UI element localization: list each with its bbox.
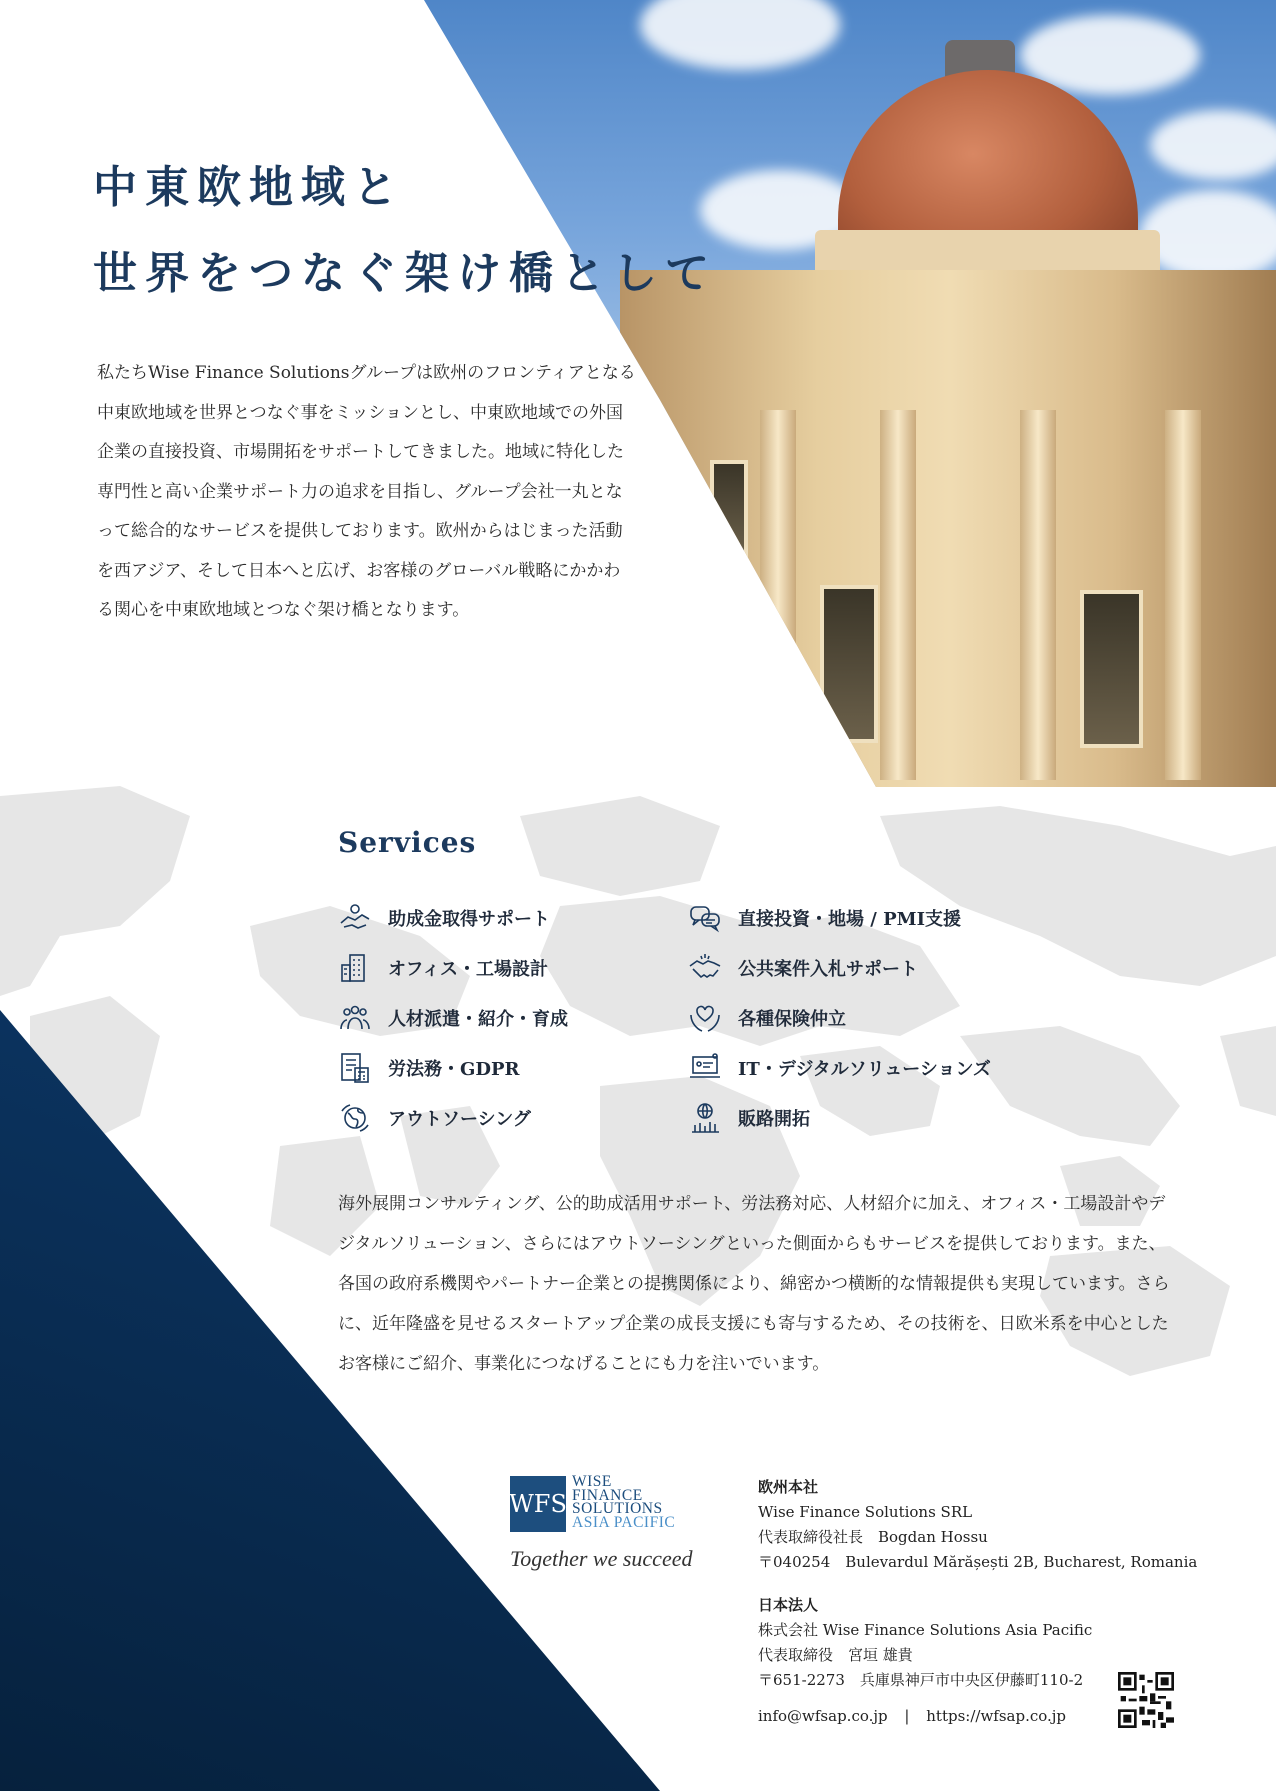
handshake-icon bbox=[688, 951, 722, 985]
office-heading: 欧州本社 bbox=[758, 1478, 819, 1496]
service-item bbox=[688, 950, 918, 986]
globe-arrows-icon bbox=[338, 1101, 372, 1135]
service-label: 労法務・GDPR bbox=[388, 1059, 520, 1080]
office-company: Wise Finance Solutions SRL bbox=[758, 1503, 973, 1521]
company-logo bbox=[509, 1473, 730, 1596]
service-label: 人材派遣・紹介・育成 bbox=[388, 1009, 568, 1030]
service-label: IT・デジタルソリューションズ bbox=[738, 1059, 991, 1080]
service-item bbox=[338, 900, 550, 936]
chat-bubbles-icon bbox=[688, 901, 722, 935]
service-label: 販路開拓 bbox=[738, 1109, 810, 1130]
handshake-money-icon bbox=[338, 901, 372, 935]
service-label: 助成金取得サポート bbox=[388, 909, 550, 930]
office-europe bbox=[758, 1475, 1197, 1575]
logo-wordmark: WISE FINANCE SOLUTIONS ASIA PACIFIC bbox=[572, 1473, 676, 1531]
website-link[interactable]: https://wfsap.co.jp bbox=[926, 1707, 1067, 1725]
building-icon bbox=[338, 951, 372, 985]
office-japan bbox=[758, 1593, 1092, 1693]
laptop-icon bbox=[688, 1051, 722, 1085]
service-label: 各種保険仲立 bbox=[738, 1009, 846, 1030]
office-representative: 代表取締役社長 Bogdan Hossu bbox=[758, 1528, 988, 1546]
heart-hands-icon bbox=[688, 1001, 722, 1035]
service-item bbox=[688, 1100, 810, 1136]
service-item bbox=[338, 950, 548, 986]
office-address: 〒040254 Bulevardul Mărășești 2B, Bucharest, Romania bbox=[758, 1553, 1198, 1571]
logo-mark: WFS bbox=[510, 1476, 566, 1532]
headline-line-1: 中東欧地域と bbox=[93, 162, 405, 213]
headline-line-2: 世界をつなぐ架け橋として bbox=[93, 248, 717, 299]
office-company: 株式会社 Wise Finance Solutions Asia Pacific bbox=[758, 1621, 1093, 1639]
page-headline bbox=[93, 145, 717, 317]
qr-code-icon[interactable] bbox=[1118, 1672, 1174, 1728]
email-link[interactable]: info@wfsap.co.jp bbox=[758, 1707, 888, 1725]
intro-paragraph: 私たちWise Finance Solutionsグループは欧州のフロンティアとなる中東欧地域を世界とつなぐ事をミッションとし、中東欧地域での外国企業の直接投資、市場開拓をサポートしてきました。地域に特化した専門性と高い企業サポート力の追求を目指し、グループ会社一丸となって総合的なサービスを提供しております。欧州からはじまった活動を西アジア、そして日本へと広げ、お客様のグローバル戦略にかかわる関心を中東欧地域とつなぐ架け橋となります。 bbox=[97, 363, 636, 620]
services-title: Services bbox=[338, 826, 477, 859]
people-icon bbox=[338, 1001, 372, 1035]
service-item bbox=[338, 1000, 568, 1036]
service-label: アウトソーシング bbox=[388, 1109, 531, 1130]
office-representative: 代表取締役 宮垣 雄貴 bbox=[758, 1646, 913, 1664]
service-item bbox=[688, 1000, 846, 1036]
service-item bbox=[688, 900, 961, 936]
contact-line bbox=[758, 1707, 1066, 1725]
service-label: 直接投資・地場 / PMI支援 bbox=[738, 909, 961, 930]
office-address: 〒651-2273 兵庫県神戸市中央区伊藤町110-2 bbox=[758, 1671, 1084, 1689]
services-description: 海外展開コンサルティング、公的助成活用サポート、労法務対応、人材紹介に加え、オフィス・工場設計やデジタルソリューション、さらにはアウトソーシングといった側面からもサービスを提供しております。また、各国の政府系機関やパートナー企業との提携関係により、綿密かつ横断的な情報提供も実現しています。さらに、近年隆盛を見せるスタートアップ企業の成長支援にも寄与するため、その技術を、日欧米系を中心としたお客様にご紹介、事業化につなげることにも力を注いでいます。 bbox=[338, 1194, 1170, 1374]
contact-separator: | bbox=[904, 1707, 910, 1725]
logo-tagline: Together we succeed bbox=[510, 1546, 693, 1571]
service-item bbox=[688, 1050, 991, 1086]
document-calculator-icon bbox=[338, 1051, 372, 1085]
service-item bbox=[338, 1050, 519, 1086]
service-label: 公共案件入札サポート bbox=[738, 959, 918, 980]
service-label: オフィス・工場設計 bbox=[388, 959, 549, 980]
office-heading: 日本法人 bbox=[758, 1596, 819, 1614]
services-list bbox=[338, 900, 1038, 1150]
service-item bbox=[338, 1100, 531, 1136]
globe-chart-icon bbox=[688, 1101, 722, 1135]
